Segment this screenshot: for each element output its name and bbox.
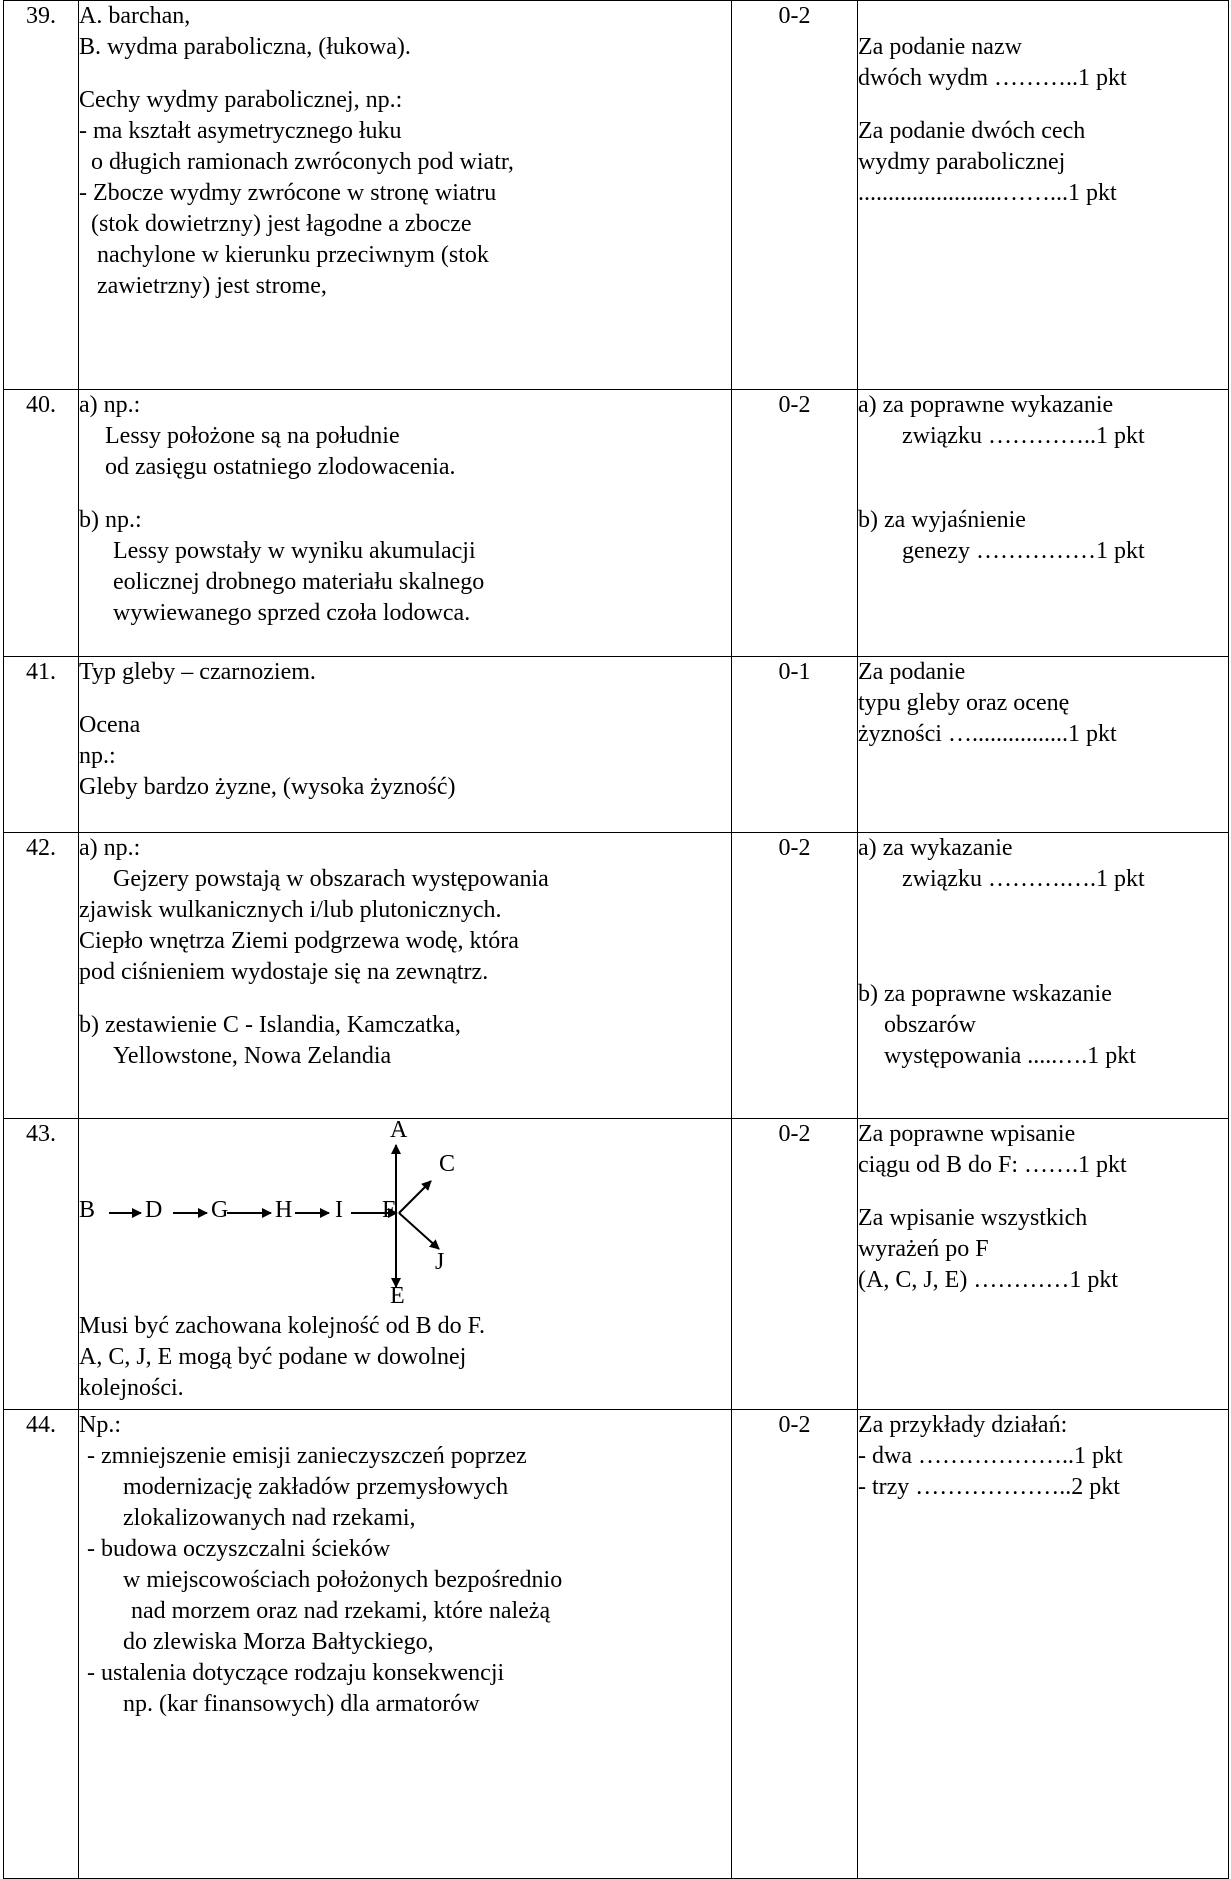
node-label-b: B (79, 1197, 96, 1223)
points-range: 0-2 (732, 1119, 858, 1410)
node-label-a: A (390, 1118, 408, 1143)
table-row (4, 833, 1229, 1119)
task-number: 42. (4, 833, 79, 1119)
scoring-criteria: Za podanie nazw dwóch wydm ………..1 pkt Za podanie dwóch cech wydmy parabolicznej ........................……...1 pkt (858, 1, 1229, 390)
scoring-criteria: Za przykłady działań: - dwa ………………..1 pkt - trzy ………………..2 pkt (858, 1410, 1229, 1879)
node-label-d: D (145, 1197, 163, 1223)
scoring-criteria: Za podanie typu gleby oraz ocenę żyzności …................1 pkt (858, 657, 1229, 833)
model-answer: a) np.: Lessy położone są na południe od zasięgu ostatniego zlodowacenia. b) np.: Lessy powstały w wyniku akumulacji eolicznej drobnego materiału skalnego wywiewanego sprzed czoła lodowca. (79, 390, 732, 657)
node-label-i: I (335, 1197, 343, 1223)
points-range: 0-2 (732, 1, 858, 390)
node-label-f: F (382, 1197, 396, 1223)
sequence-diagram (79, 1119, 731, 1311)
table-row (4, 390, 1229, 657)
table-row (4, 1, 1229, 390)
node-label-c: C (439, 1151, 456, 1177)
arrow-f-c (399, 1181, 431, 1213)
task-number: 40. (4, 390, 79, 657)
model-answer: a) np.: Gejzery powstają w obszarach występowania zjawisk wulkanicznych i/lub plutonicznych. Ciepło wnętrza Ziemi podgrzewa wodę, która pod ciśnieniem wydostaje się na zewnątrz. b) zestawienie C - Islandia, Kamczatka, Yellowstone, Nowa Zelandia (79, 833, 732, 1119)
model-answer: B D G H I F A C J E Musi być zachowana kolejność od B do F. A, C, J, E mogą być podane w dowolnej kolejności. (79, 1119, 732, 1410)
model-answer: Typ gleby – czarnoziem. Ocena np.: Gleby bardzo żyzne, (wysoka żyzność) (79, 657, 732, 833)
scoring-criteria: Za poprawne wpisanie ciągu od B do F: …….1 pkt Za wpisanie wszystkich wyrażeń po F (A, C, J, E) …………1 pkt (858, 1119, 1229, 1410)
table-row (4, 1410, 1229, 1879)
table-row (4, 657, 1229, 833)
task-number: 44. (4, 1410, 79, 1879)
task-number: 39. (4, 1, 79, 390)
model-answer: A. barchan, B. wydma paraboliczna, (łukowa). Cechy wydmy parabolicznej, np.: - ma kształt asymetrycznego łuku o długich ramionach zwróconych pod wiatr, - Zbocze wydmy zwrócone w stronę wiatru (stok dowietrzny) jest łagodne a zbocze nachylone w kierunku przeciwnym (stok zawietrzny) jest strome, (79, 1, 732, 390)
model-answer: Np.: - zmniejszenie emisji zanieczyszczeń poprzez modernizację zakładów przemysłowych zlokalizowanych nad rzekami, - budowa oczyszczalni ścieków w miejscowościach położonych bezpośrednio nad morzem oraz nad rzekami, które należą do zlewiska Morza Bałtyckiego, - ustalenia dotyczące rodzaju konsekwencji np. (kar finansowych) dla armatorów (79, 1410, 732, 1879)
table-row (4, 1119, 1229, 1410)
node-label-h: H (275, 1197, 293, 1223)
node-label-j: J (435, 1249, 445, 1275)
points-range: 0-2 (732, 390, 858, 657)
node-label-g: G (211, 1197, 229, 1223)
points-range: 0-2 (732, 833, 858, 1119)
answer-key-table (3, 0, 1229, 1879)
task-number: 43. (4, 1119, 79, 1410)
points-range: 0-2 (732, 1410, 858, 1879)
task-number: 41. (4, 657, 79, 833)
arrow-f-j (399, 1213, 439, 1249)
node-label-e: E (390, 1283, 405, 1309)
points-range: 0-1 (732, 657, 858, 833)
scoring-criteria: a) za poprawne wykazanie związku …………..1 pkt b) za wyjaśnienie genezy ……………1 pkt (858, 390, 1229, 657)
scoring-criteria: a) za wykazanie związku ……….….1 pkt b) za poprawne wskazanie obszarów występowania .....….1 pkt (858, 833, 1229, 1119)
